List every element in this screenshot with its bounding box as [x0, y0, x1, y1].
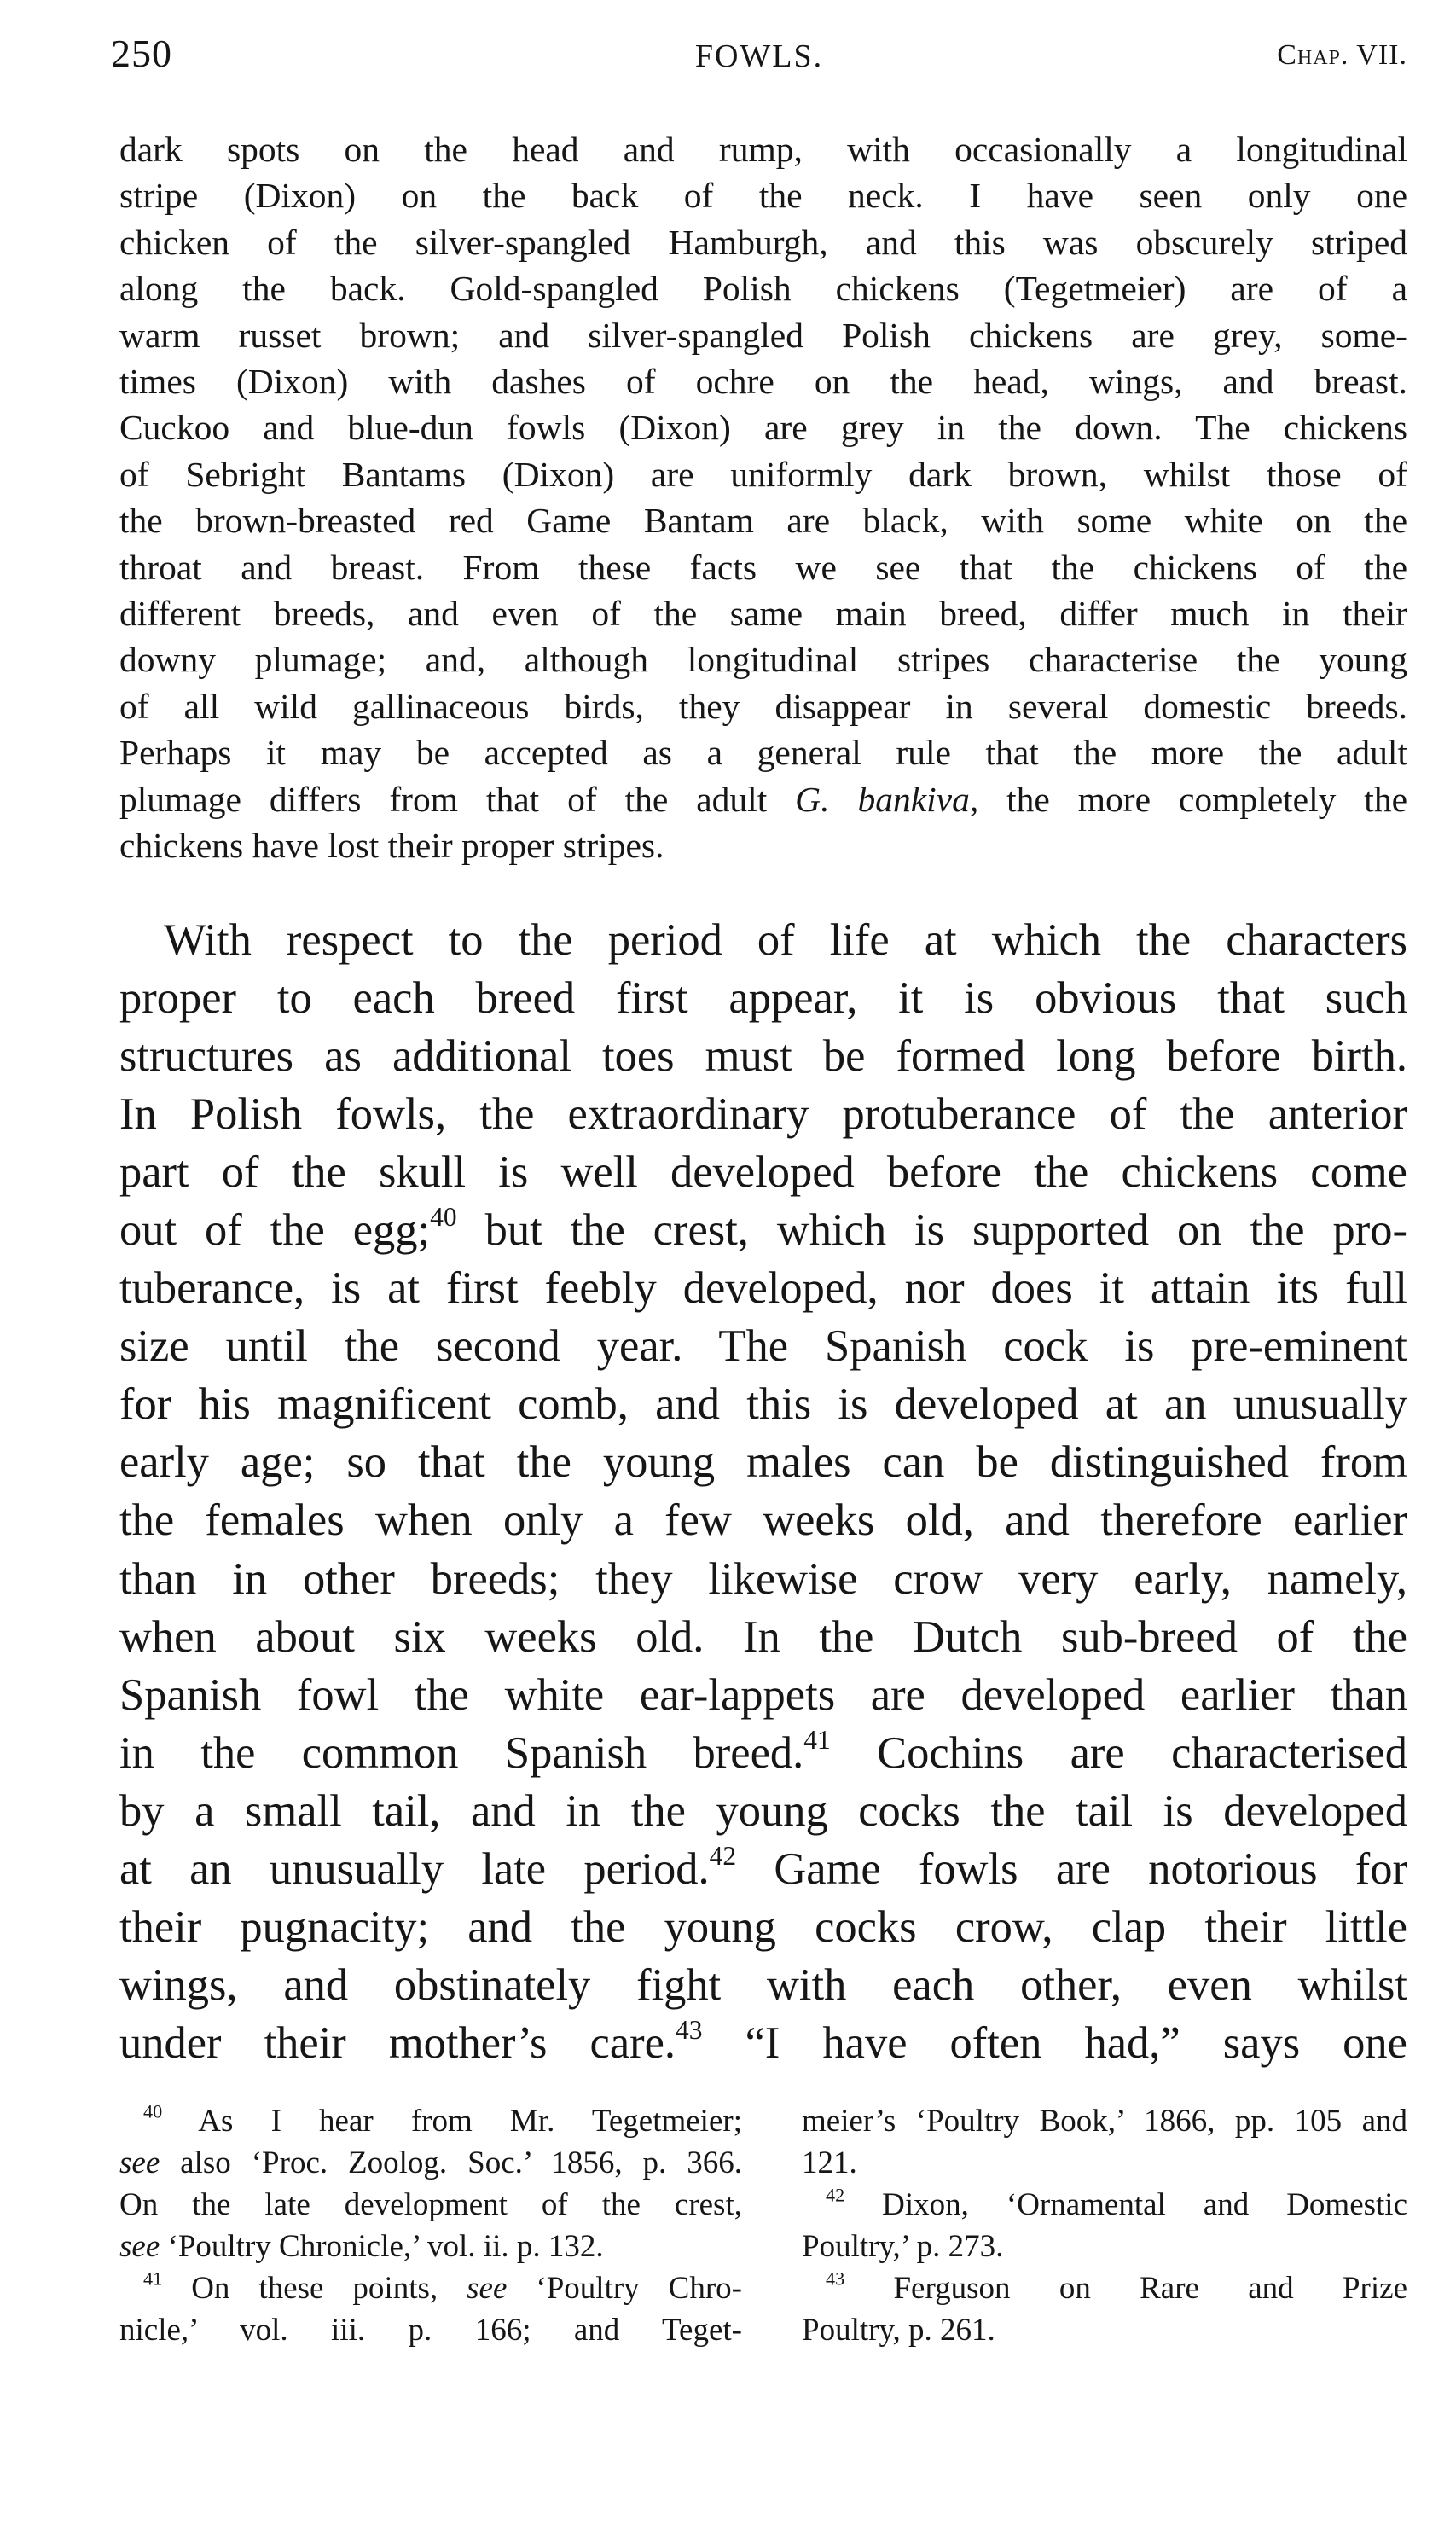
text-line: With respect to the period of life at which the characters — [164, 915, 1407, 965]
text-fragment: the more completely the — [978, 779, 1407, 819]
text-line: throat and breast. From these facts we see that the chickens of the — [119, 547, 1407, 587]
text-line: than in other breeds; they likewise crow very early, namely, — [119, 1553, 1407, 1604]
text-fragment: out of the egg; — [119, 1205, 431, 1256]
text-fragment: at an unusually late period. — [119, 1843, 710, 1894]
text-line: stripe (Dixon) on the back of the neck. I have seen only one — [119, 176, 1407, 216]
text-fragment: ‘Poultry Chro- — [507, 2271, 742, 2306]
text-line: their pugnacity; and the young cocks crow, clap their little — [119, 1901, 1407, 1952]
text-line: In Polish fowls, the extraordinary protuberance of the anterior — [119, 1089, 1407, 1140]
species-name: G. bankiva, — [795, 779, 979, 819]
text-line: wings, and obstinately fight with each other, even whilst — [119, 1959, 1407, 2010]
footnote-40 — [119, 2100, 742, 2142]
text-fragment: Game fowls are notorious for — [736, 1843, 1407, 1894]
text-fragment: see — [119, 2229, 160, 2264]
page-header — [111, 31, 1407, 82]
small-type-paragraph — [119, 126, 1407, 869]
text-fragment: As I hear from Mr. Tegetmeier; — [162, 2104, 742, 2139]
text-line: the brown-breasted red Game Bantam are black, with some white on the — [119, 501, 1407, 541]
footnote-43 — [802, 2267, 1407, 2309]
text-fragment: “I have often had,” says one — [702, 2017, 1407, 2068]
footnote-reference[interactable]: 43 — [676, 2014, 703, 2045]
footnote-column-right — [802, 2100, 1407, 2351]
text-fragment: Ferguson on Rare and Prize — [844, 2271, 1407, 2306]
text-fragment: see — [467, 2271, 508, 2306]
text-fragment: ‘Poultry Chronicle,’ vol. ii. p. 132. — [160, 2229, 604, 2264]
text-line: the females when only a few weeks old, and therefore earlier — [119, 1495, 1407, 1546]
footnote-reference[interactable]: 40 — [430, 1202, 457, 1233]
text-line: Spanish fowl the white ear-lappets are developed earlier than — [119, 1669, 1407, 1720]
text-line — [119, 2014, 1407, 2072]
footnote-number: 43 — [826, 2267, 845, 2290]
text-line: Perhaps it may be accepted as a general rule that the more the adult — [119, 733, 1407, 773]
footnote-reference[interactable]: 42 — [709, 1840, 737, 1871]
text-line: along the back. Gold-spangled Polish chickens (Tegetmeier) are of a — [119, 269, 1407, 309]
text-line: of all wild gallinaceous birds, they disappear in several domestic breeds. — [119, 686, 1407, 726]
text-line: of Sebright Bantams (Dixon) are uniformly dark brown, whilst those of — [119, 454, 1407, 494]
text-line: Poultry,’ p. 273. — [802, 2229, 1004, 2264]
text-line: Cuckoo and blue-dun fowls (Dixon) are grey in the down. The chickens — [119, 408, 1407, 448]
text-line: nicle,’ vol. iii. p. 166; and Teget- — [119, 2313, 742, 2348]
text-line: tuberance, is at first feebly developed, nor does it attain its full — [119, 1263, 1407, 1314]
text-line: for his magnificent comb, and this is developed at an unusually — [119, 1379, 1407, 1430]
text-fragment: also ‘Proc. Zoolog. Soc.’ 1856, p. 366. — [160, 2145, 742, 2180]
chapter-label: Chap. VII. — [1277, 39, 1407, 71]
text-fragment: in the common Spanish breed. — [119, 1727, 804, 1778]
text-line — [119, 776, 1407, 822]
text-line: downy plumage; and, although longitudinal stripes characterise the young — [119, 640, 1407, 680]
text-line: 121. — [802, 2145, 857, 2180]
text-line — [119, 2142, 742, 2184]
footnote-number: 41 — [143, 2267, 163, 2290]
text-line — [119, 1840, 1407, 1898]
footnote-42 — [802, 2184, 1407, 2226]
text-fragment: plumage differs from that of the adult — [119, 779, 796, 819]
text-line: size until the second year. The Spanish cock is pre-eminent — [119, 1321, 1407, 1372]
text-line — [119, 1201, 1407, 1259]
footnotes — [119, 2100, 1407, 2365]
text-fragment: under their mother’s care. — [119, 2017, 676, 2068]
footnote-number: 40 — [143, 2100, 163, 2122]
footnote-column-left — [119, 2100, 742, 2351]
text-line: different breeds, and even of the same main breed, differ much in their — [119, 594, 1407, 634]
footnote-reference[interactable]: 41 — [803, 1724, 831, 1755]
footnote-41 — [119, 2267, 742, 2309]
text-line: early age; so that the young males can be distinguished from — [119, 1437, 1407, 1488]
text-line: On the late development of the crest, — [119, 2187, 742, 2222]
text-line: structures as additional toes must be formed long before birth. — [119, 1031, 1407, 1082]
page-number: 250 — [111, 32, 172, 75]
text-line: warm russet brown; and silver-spangled Polish chickens are grey, some- — [119, 315, 1407, 355]
text-fragment: On these points, — [162, 2271, 467, 2306]
text-line: part of the skull is well developed before the chickens come — [119, 1147, 1407, 1198]
text-line: chicken of the silver-spangled Hamburgh, and this was obscurely striped — [119, 222, 1407, 262]
main-paragraph — [119, 911, 1407, 2072]
text-fragment: Dixon, ‘Ornamental and Domestic — [844, 2187, 1407, 2222]
text-line: dark spots on the head and rump, with occasionally a longitudinal — [119, 130, 1407, 169]
text-line — [119, 2226, 742, 2267]
text-line: Poultry, p. 261. — [802, 2313, 995, 2348]
text-line: when about six weeks old. In the Dutch sub-breed of the — [119, 1611, 1407, 1662]
footnote-number: 42 — [826, 2184, 845, 2206]
text-line — [119, 1724, 1407, 1782]
text-line: by a small tail, and in the young cocks the tail is developed — [119, 1785, 1407, 1836]
text-line: proper to each breed first appear, it is obvious that such — [119, 973, 1407, 1024]
text-line: meier’s ‘Poultry Book,’ 1866, pp. 105 and — [802, 2104, 1407, 2139]
text-fragment: Cochins are characterised — [830, 1727, 1407, 1778]
text-fragment: see — [119, 2145, 160, 2180]
text-line: chickens have lost their proper stripes. — [119, 826, 664, 866]
running-title: FOWLS. — [694, 38, 824, 74]
text-line: times (Dixon) with dashes of ochre on the head, wings, and breast. — [119, 362, 1407, 402]
text-fragment: but the crest, which is supported on the pro- — [456, 1205, 1407, 1256]
